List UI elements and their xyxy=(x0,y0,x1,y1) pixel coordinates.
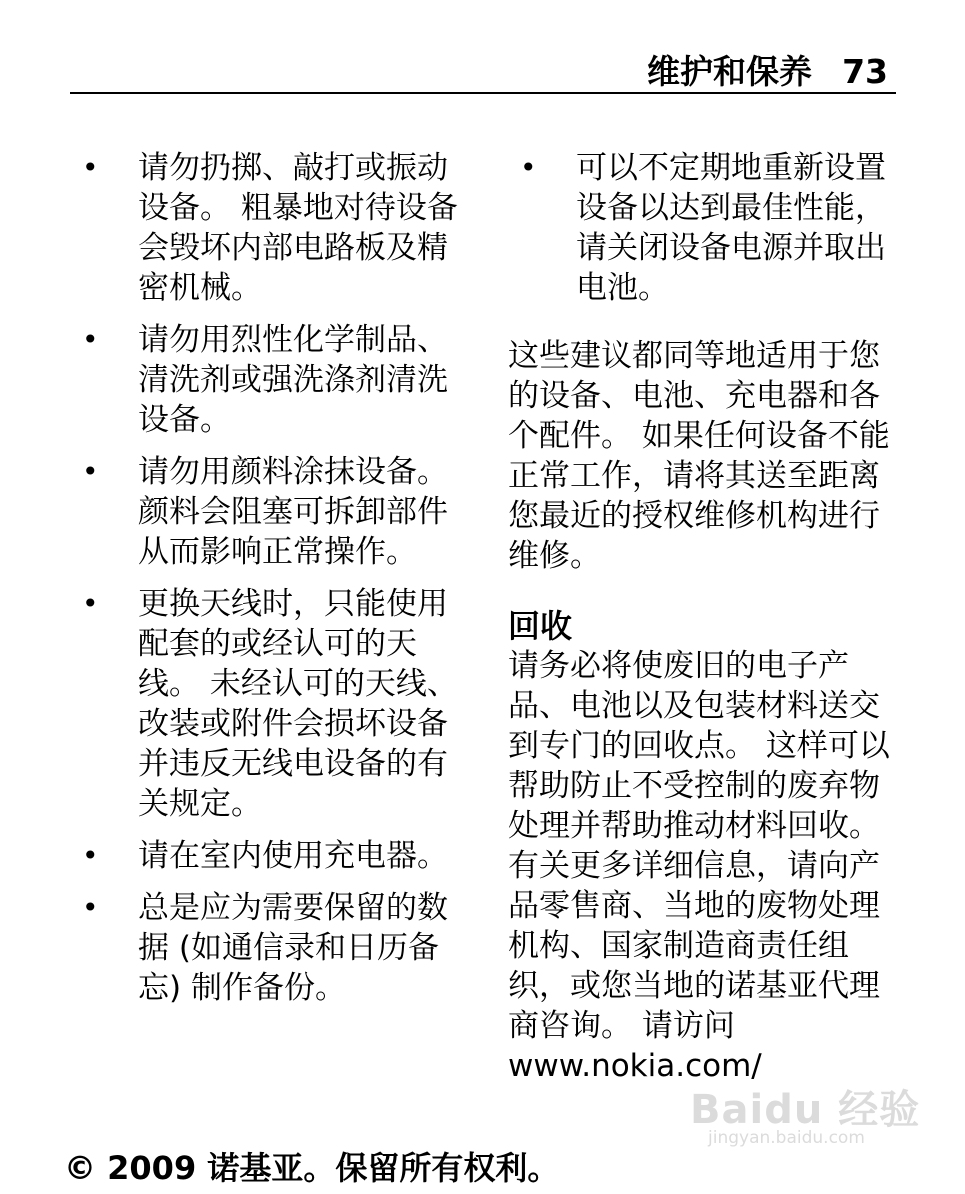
baidu-watermark xyxy=(690,1078,920,1158)
list-item xyxy=(70,148,470,308)
watermark-url: jingyan.baidu.com xyxy=(708,1128,865,1148)
list-item-text: 请在室内使用充电器。 xyxy=(138,838,448,874)
page-header xyxy=(70,52,896,94)
care-advice-paragraph: 这些建议都同等地适用于您的设备、电池、充电器和各个配件。 如果任何设备不能正常工作，请将其送至距离您最近的授权维修机构进行维修。 xyxy=(508,338,890,574)
bullet-marker: • xyxy=(82,323,99,356)
list-item-text: 总是应为需要保留的数据 (如通信录和日历备忘) 制作备份。 xyxy=(138,890,448,1006)
list-item xyxy=(70,584,470,824)
list-item xyxy=(70,836,470,876)
list-item xyxy=(70,452,470,572)
bullet-marker: • xyxy=(82,151,99,184)
list-item-text: 更换天线时，只能使用配套的或经认可的天线。 未经认可的天线、改装或附件会损坏设备并违反无线电设备的有关规定。 xyxy=(138,586,458,822)
section-title: 维护和保养 xyxy=(647,52,812,91)
list-item-text: 可以不定期地重新设置设备以达到最佳性能，请关闭设备电源并取出电池。 xyxy=(576,150,886,306)
watermark-logo-text: Baidu 经验 xyxy=(690,1087,921,1133)
bullet-marker: • xyxy=(82,587,99,620)
list-item-text: 请勿用颜料涂抹设备。 颜料会阻塞可拆卸部件从而影响正常操作。 xyxy=(138,454,448,570)
list-item-text: 请勿扔掷、敲打或振动设备。 粗暴地对待设备会毁坏内部电路板及精密机械。 xyxy=(138,150,458,306)
list-item-text: 请勿用烈性化学制品、清洗剂或强洗涤剂清洗设备。 xyxy=(138,322,448,438)
list-item xyxy=(70,888,470,1008)
list-item xyxy=(508,148,898,308)
bullet-marker: • xyxy=(82,839,99,872)
bullet-marker: • xyxy=(520,151,537,184)
recycle-paragraph: 请务必将使废旧的电子产品、电池以及包装材料送交到专门的回收点。 这样可以帮助防止不受控制的废弃物处理并帮助推动材料回收。 有关更多详细信息，请向产品零售商、当地的废物处理机构、国家制造商责任组织，或您当地的诺基亚代理商咨询。 请访问 www.nokia.com/ xyxy=(508,648,890,1084)
list-item xyxy=(70,320,470,440)
bullet-marker: • xyxy=(82,891,99,924)
left-column xyxy=(70,148,470,1020)
page-number: 73 xyxy=(842,52,888,91)
bullet-marker: • xyxy=(82,455,99,488)
recycle-heading: 回收 xyxy=(508,607,573,645)
right-column xyxy=(508,148,898,1086)
copyright-footer: © 2009 诺基亚。保留所有权利。 xyxy=(64,1149,560,1187)
